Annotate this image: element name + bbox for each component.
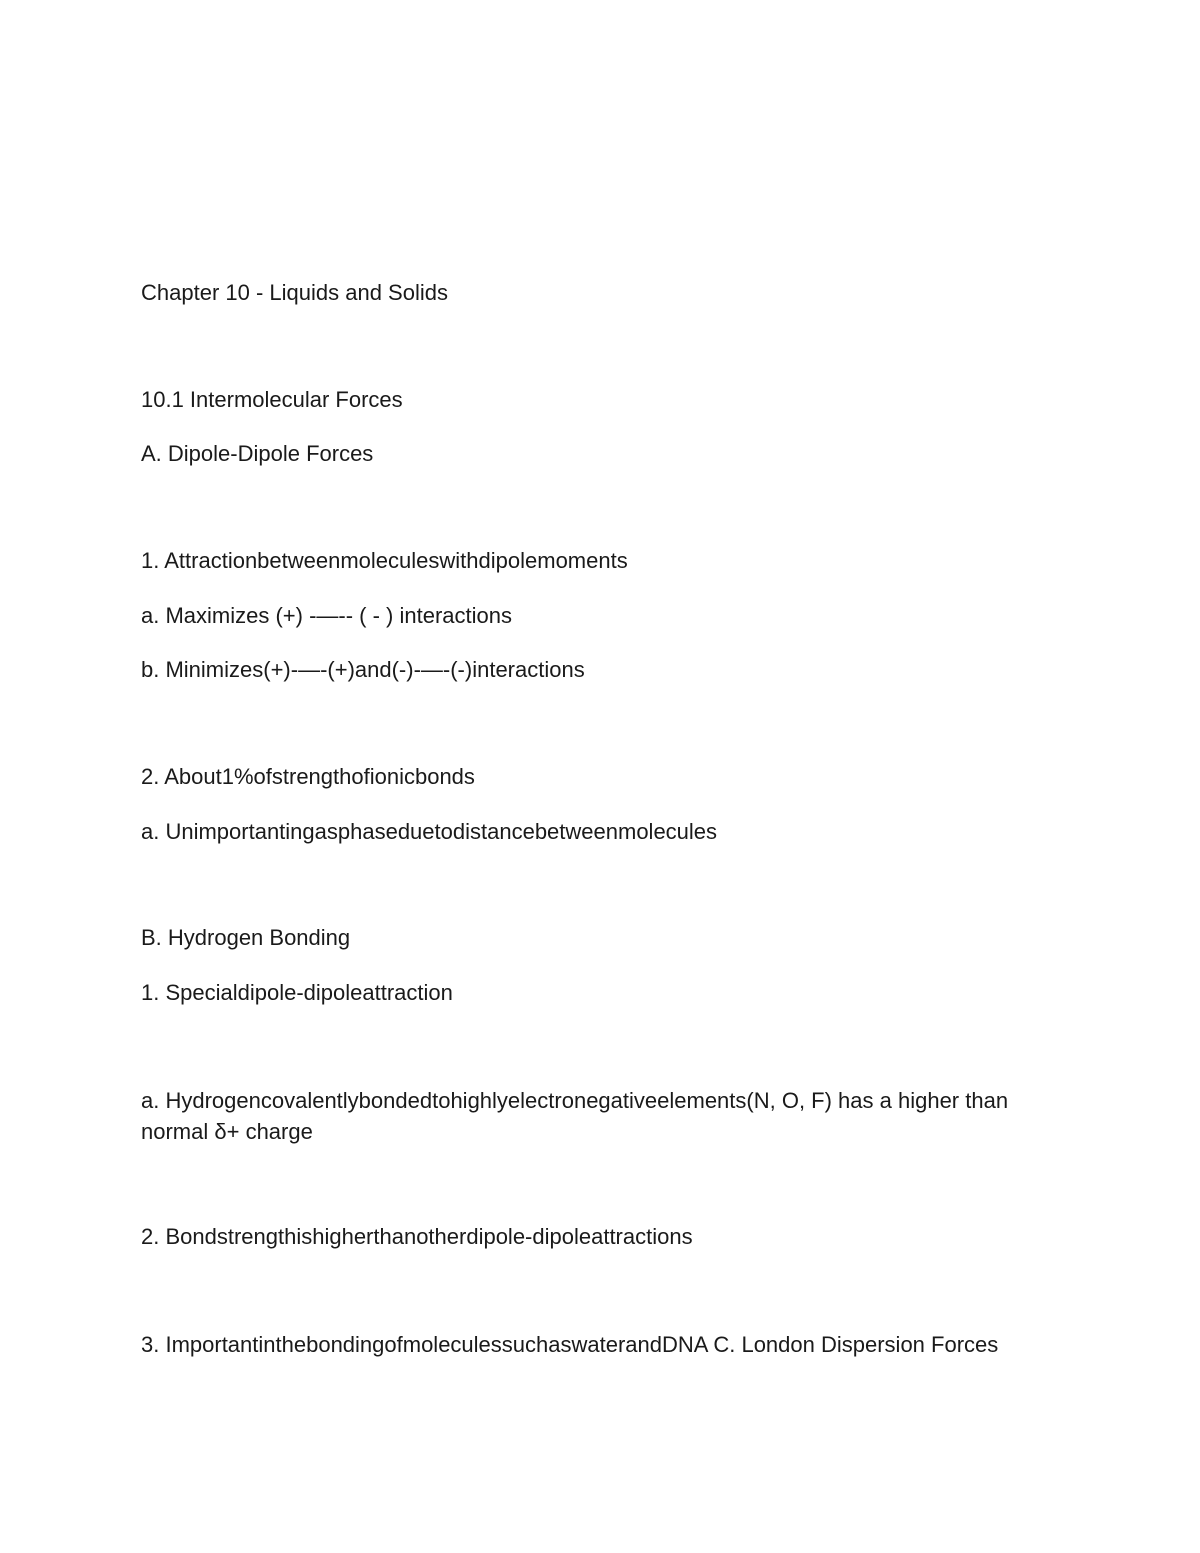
b-item-1a: a. Hydrogencovalentlybondedtohighlyelectronegativeelements(N, O, F) has a higher than normal δ+ charge	[141, 1088, 1009, 1144]
b-item-2: 2. Bondstrengthishigherthanotherdipole-dipoleattractions	[141, 1224, 693, 1249]
a-item-1a: a. Maximizes (+) -—-- ( - ) interactions	[141, 603, 512, 628]
a-item-2: 2. About1%ofstrengthofionicbonds	[141, 764, 475, 789]
a-item-1: 1. Attractionbetweenmoleculeswithdipolemoments	[141, 548, 628, 573]
a-item-1b: b. Minimizes(+)-—-(+)and(-)-—-(-)interactions	[141, 657, 585, 682]
a-item-2a: a. Unimportantingasphaseduetodistancebetweenmolecules	[141, 819, 718, 844]
subsection-a-heading: A. Dipole-Dipole Forces	[141, 441, 374, 466]
chapter-title: Chapter 10 - Liquids and Solids	[141, 280, 448, 305]
subsection-b-heading: B. Hydrogen Bonding	[141, 925, 351, 950]
section-heading: 10.1 Intermolecular Forces	[141, 387, 403, 412]
b-item-1: 1. Specialdipole-dipoleattraction	[141, 980, 453, 1005]
b-item-3: 3. ImportantinthebondingofmoleculessuchaswaterandDNA C. London Dispersion Forces	[141, 1332, 999, 1357]
